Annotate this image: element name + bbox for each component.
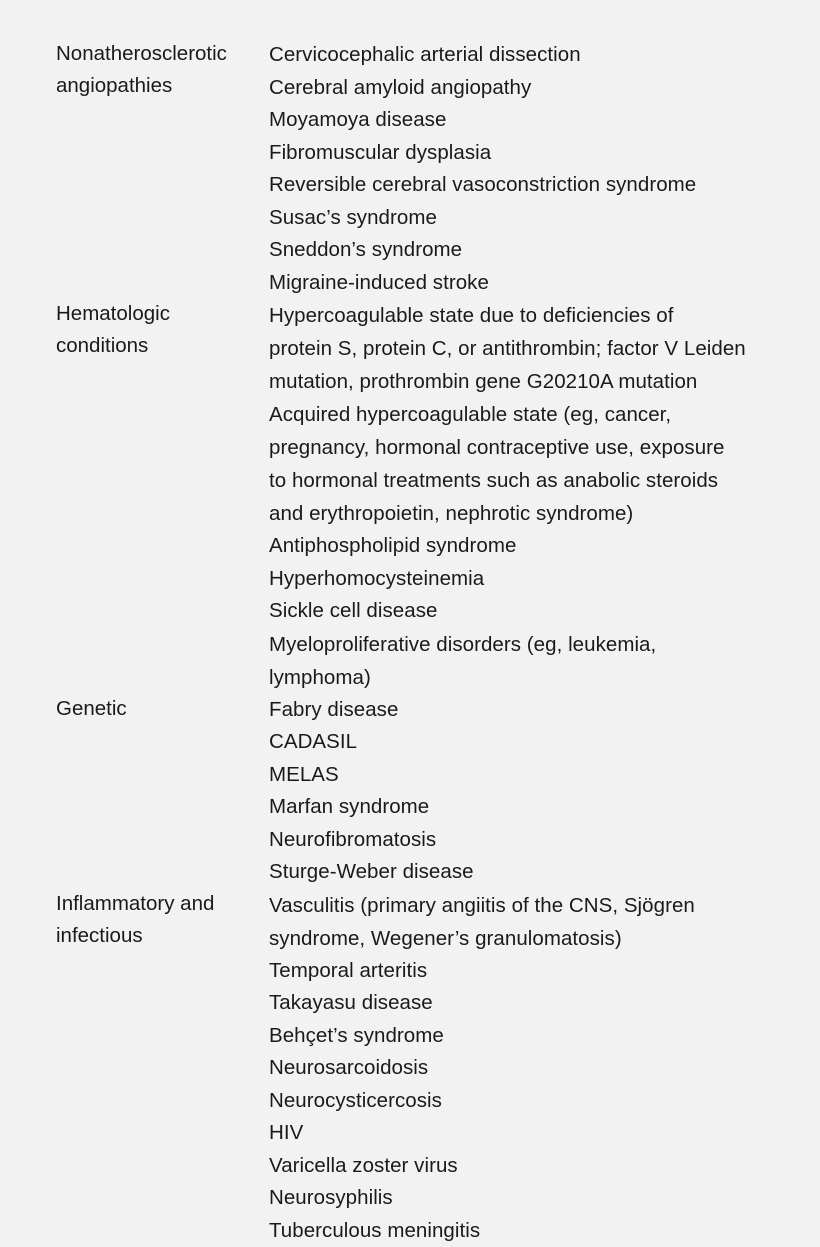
item-line: MELAS [269,759,796,792]
list-item [269,39,796,72]
item-list [269,694,796,889]
item-line: protein S, protein C, or antithrombin; factor V Leiden [269,332,796,365]
category-line: infectious [56,920,269,952]
list-item [269,202,796,235]
item-line: Tuberculous meningitis [269,1215,796,1247]
item-line: Moyamoya disease [269,104,796,137]
category-line: Genetic [56,693,269,725]
item-line: Migraine-induced stroke [269,267,796,300]
item-line: Cerebral amyloid angiopathy [269,72,796,105]
item-line: Sturge-Weber disease [269,856,796,889]
category-line: Inflammatory and [56,888,269,920]
item-line: and erythropoietin, nephrotic syndrome) [269,497,796,530]
item-line: Marfan syndrome [269,791,796,824]
list-item [269,1085,796,1118]
item-line: HIV [269,1117,796,1150]
table-group [56,889,796,1247]
list-item [269,104,796,137]
item-line: Takayasu disease [269,987,796,1020]
item-line: syndrome, Wegener’s granulomatosis) [269,922,796,955]
category-label [56,888,269,952]
item-line: Varicella zoster virus [269,1150,796,1183]
category-label [56,298,269,362]
list-item [269,595,796,628]
item-line: Reversible cerebral vasoconstriction syndrome [269,169,796,202]
causes-table [56,39,796,1247]
list-item [269,267,796,300]
item-line: Sneddon’s syndrome [269,234,796,267]
category-line: angiopathies [56,70,269,102]
list-item [269,1150,796,1183]
item-line: Cervicocephalic arterial dissection [269,39,796,72]
list-item [269,791,796,824]
item-line: Fabry disease [269,694,796,727]
item-line: to hormonal treatments such as anabolic steroids [269,464,796,497]
category-line: conditions [56,330,269,362]
list-item [269,1117,796,1150]
list-item [269,299,796,398]
list-item [269,759,796,792]
item-line: Neurosyphilis [269,1182,796,1215]
list-item [269,955,796,988]
item-list [269,889,796,1247]
list-item [269,856,796,889]
list-item [269,563,796,596]
table-group [56,39,796,299]
item-line: CADASIL [269,726,796,759]
list-item [269,726,796,759]
list-item [269,628,796,694]
item-list [269,39,796,299]
table-group [56,694,796,889]
item-line: Neurosarcoidosis [269,1052,796,1085]
category-line: Nonatherosclerotic [56,38,269,70]
item-line: Myeloproliferative disorders (eg, leukemia, [269,628,796,661]
item-line: mutation, prothrombin gene G20210A mutation [269,365,796,398]
item-list [269,299,796,694]
item-line: Hyperhomocysteinemia [269,563,796,596]
table-group [56,299,796,694]
category-label [56,693,269,725]
list-item [269,398,796,530]
list-item [269,530,796,563]
list-item [269,234,796,267]
item-line: Neurocysticercosis [269,1085,796,1118]
item-line: Neurofibromatosis [269,824,796,857]
list-item [269,1052,796,1085]
list-item [269,72,796,105]
category-label [56,38,269,102]
category-line: Hematologic [56,298,269,330]
item-line: Sickle cell disease [269,595,796,628]
item-line: Vasculitis (primary angiitis of the CNS, Sjögren [269,889,796,922]
item-line: lymphoma) [269,661,796,694]
item-line: Acquired hypercoagulable state (eg, cancer, [269,398,796,431]
item-line: Fibromuscular dysplasia [269,137,796,170]
list-item [269,1182,796,1215]
item-line: pregnancy, hormonal contraceptive use, exposure [269,431,796,464]
list-item [269,1020,796,1053]
item-line: Susac’s syndrome [269,202,796,235]
list-item [269,987,796,1020]
list-item [269,694,796,727]
list-item [269,889,796,955]
list-item [269,169,796,202]
list-item [269,137,796,170]
item-line: Temporal arteritis [269,955,796,988]
item-line: Hypercoagulable state due to deficiencies of [269,299,796,332]
item-line: Antiphospholipid syndrome [269,530,796,563]
list-item [269,1215,796,1247]
item-line: Behçet’s syndrome [269,1020,796,1053]
list-item [269,824,796,857]
